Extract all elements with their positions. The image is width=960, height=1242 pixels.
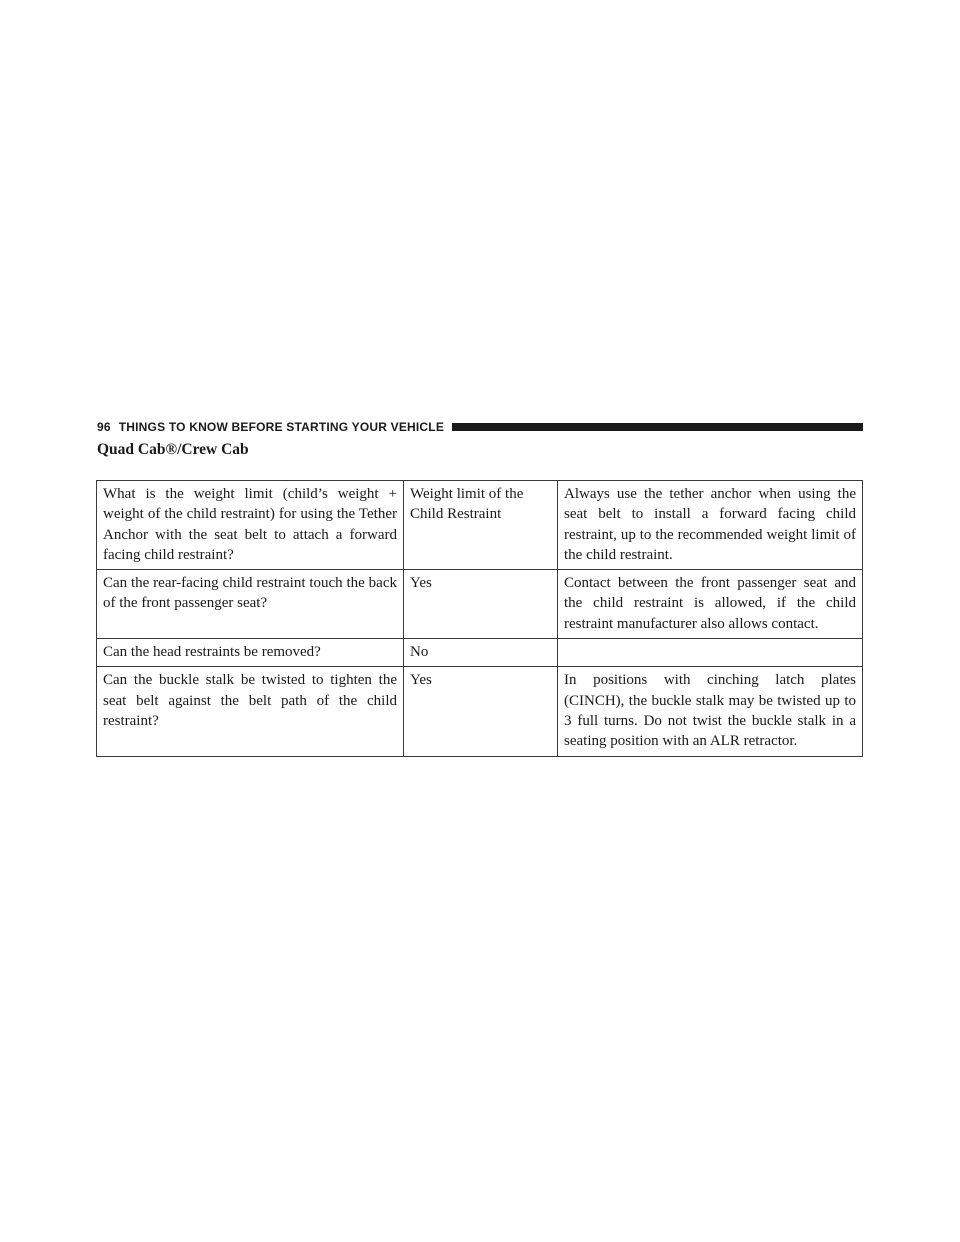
section-heading: Quad Cab®/Crew Cab — [97, 441, 249, 458]
table-row — [97, 639, 863, 667]
question-cell: Can the rear-facing child restraint touch the back of the front passenger seat? — [97, 570, 404, 639]
running-header — [97, 418, 863, 436]
chapter-title: THINGS TO KNOW BEFORE STARTING YOUR VEHICLE — [118, 420, 445, 434]
header-rule — [452, 423, 863, 431]
answer-cell: No — [404, 639, 558, 667]
page-number: 96 — [97, 420, 111, 434]
notes-cell: In positions with cinching latch plates (CINCH), the buckle stalk may be twisted up to 3 full turns. Do not twist the buckle stalk in a seating position with an ALR retractor. — [558, 667, 863, 756]
question-cell: What is the weight limit (child’s weight + weight of the child restraint) for using the Tether Anchor with the seat belt to attach a forward facing child restraint? — [97, 481, 404, 570]
child-restraint-table — [96, 480, 863, 757]
table-row — [97, 481, 863, 570]
answer-cell: Yes — [404, 667, 558, 756]
table-row — [97, 570, 863, 639]
notes-cell: Contact between the front passenger seat and the child restraint is allowed, if the child restraint manufacturer also allows contact. — [558, 570, 863, 639]
table-row — [97, 667, 863, 756]
answer-cell: Weight limit of the Child Restraint — [404, 481, 558, 570]
question-cell: Can the buckle stalk be twisted to tighten the seat belt against the belt path of the child restraint? — [97, 667, 404, 756]
question-cell: Can the head restraints be removed? — [97, 639, 404, 667]
notes-cell — [558, 639, 863, 667]
notes-cell: Always use the tether anchor when using the seat belt to install a forward facing child restraint, up to the recommended weight limit of the child restraint. — [558, 481, 863, 570]
answer-cell: Yes — [404, 570, 558, 639]
